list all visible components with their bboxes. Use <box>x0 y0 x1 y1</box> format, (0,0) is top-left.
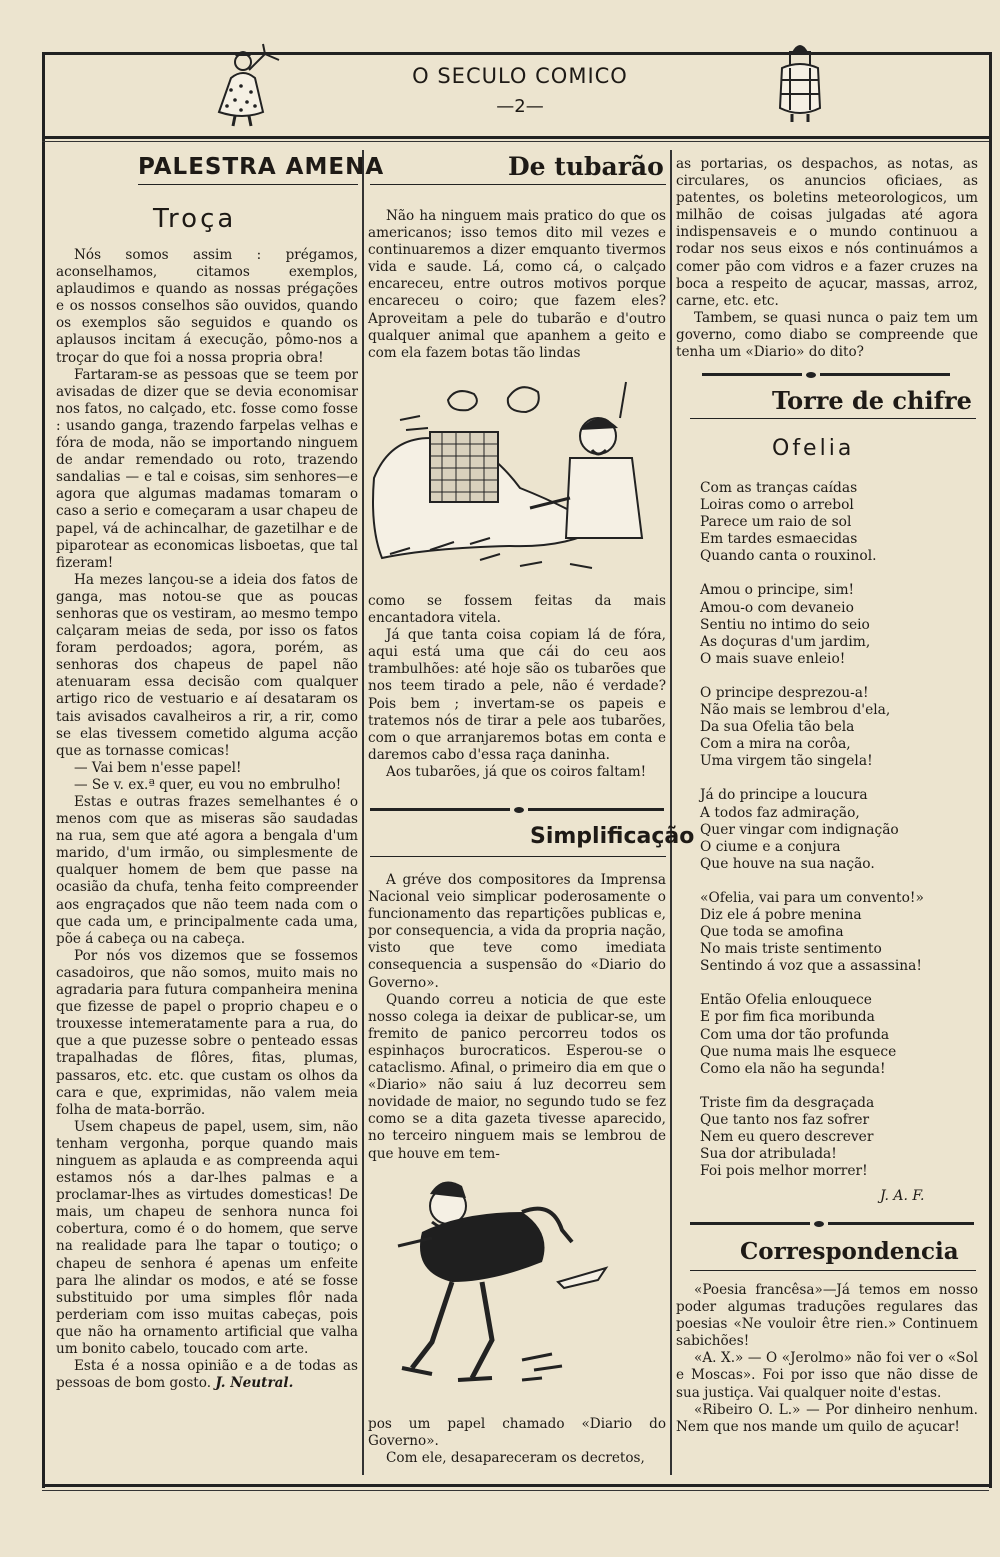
poem-ofelia <box>700 480 970 1197</box>
palestra-title: PALESTRA AMENA <box>138 154 385 180</box>
page-number: —2— <box>496 96 544 117</box>
simplificacao-continued <box>676 156 978 361</box>
divider-left <box>370 808 510 811</box>
tubarao-body-top <box>368 208 666 362</box>
palestra-subtitle: Troça <box>153 204 237 234</box>
masthead-barrel-figure-icon <box>774 38 826 124</box>
poem-line: Amou-o com devaneio <box>700 599 854 616</box>
palestra-title-rule <box>138 184 358 185</box>
poem-line: O principe desprezou-a! <box>700 684 869 701</box>
stanza <box>700 890 970 975</box>
stanza <box>700 1095 970 1180</box>
stanza <box>700 685 970 770</box>
poem-line: Quer vingar com indignação <box>700 821 899 838</box>
divider-left <box>702 373 802 376</box>
paragraph: Fartaram-se as pessoas que se teem por avisadas de dizer que se devia economisar nos fatos, no calçado, etc. fosse como fosse : usando ganga, trazendo farpelas velhas e fóra de moda, não se importando ninguem de andar remendado ou roto, trazendo sandalias — e tal e coisas, sim senhores—e agora que algumas madamas tomaram o caso a serio e começaram a usar chapeu de papel, vá de achincalhar, de gazetilhar e de piparotear as economicas lisboetas, que tal fizeram! <box>56 366 358 571</box>
tubarao-body-bottom <box>368 593 666 781</box>
poem-line: Loiras como o arrebol <box>700 497 854 514</box>
poem-line: Sentindo á voz que a assassina! <box>700 958 922 975</box>
poem-line: Sentiu no intimo do seio <box>700 616 870 633</box>
paragraph: — Vai bem n'esse papel! <box>74 759 242 776</box>
header-rule-thin <box>42 141 989 142</box>
poem-line: Uma virgem tão singela! <box>700 753 873 770</box>
torre-title: Torre de chifre <box>772 386 972 415</box>
header-rule <box>42 136 989 139</box>
palestra-signature: J. Neutral. <box>215 1375 294 1392</box>
paragraph: Aos tubarões, já que os coiros faltam! <box>386 763 647 780</box>
poem-line: Que toda se amofina <box>700 924 844 941</box>
stanza <box>700 480 970 565</box>
poem-line: Não mais se lembrou d'ela, <box>700 702 891 719</box>
paragraph: «A. X.» — O «Jerolmo» não foi ver o «Sol e Moscas». Foi por isso que não disse de sua justiça. Vai qualquer noite d'estas. <box>676 1350 978 1401</box>
paragraph: Nós somos assim : prégamos, aconselhamos, citamos exemplos, aplaudimos e quando as nossas prégações e os nossos conselhos são ouvidos, quando os exemplos são seguidos e quando os aplausos incitam á execução, pômo-nos a troçar do que foi a nossa propria obra! <box>56 247 358 366</box>
poem-line: O ciume e a conjura <box>700 838 841 855</box>
divider-dot <box>806 372 816 378</box>
poem-line: Nem eu quero descrever <box>700 1129 874 1145</box>
poem-line: O mais suave enleio! <box>700 650 846 667</box>
poem-line: Parece um raio de sol <box>700 514 852 531</box>
poem-line: Triste fim da desgraçada <box>700 1094 875 1111</box>
poem-line: Que tanto nos faz sofrer <box>700 1111 870 1128</box>
poem-line: Sua dor atribulada! <box>700 1146 837 1163</box>
poem-line: Foi pois melhor morrer! <box>700 1163 868 1180</box>
poem-line: Amou o principe, sim! <box>700 582 855 599</box>
paragraph: Quando correu a noticia de que este nosso colega ia deixar de publicar-se, um fremito de panico percorreu todos os espinhaços burocraticos. Esperou-se o cataclismo. Afinal, o primeiro dia em que o «Diario» não saiu á luz decorreu sem novidade de maior, no segundo tudo se fez como se a dita gazeta tivesse aparecido, no terceiro ninguem mais se lembrou de que houve em tem- <box>368 991 666 1162</box>
poem-line: As doçuras d'um jardim, <box>700 633 871 650</box>
paragraph: Ha mezes lançou-se a ideia dos fatos de ganga, mas notou-se que as poucas senhoras que os vestiram, ao mesmo tempo calçaram meias de seda, por isso os fatos foram perdoados; agora, porém, as senhoras dos chapeus de papel não atenuaram essa decisão com qualquer artigo rico de vestuario e aí desataram os tais avisados cavalheiros a rir, a rir, como se elas tivessem cometido alguma acção que as tornasse comicas! <box>56 571 358 759</box>
masthead-title: O SECULO COMICO <box>412 64 628 88</box>
stanza <box>700 582 970 667</box>
paragraph: — Se v. ex.ª quer, eu vou no embrulho! <box>74 776 342 793</box>
divider-dot <box>514 807 524 813</box>
paragraph: Usem chapeus de papel, usem, sim, não tenham vergonha, porque quando mais ninguem as aplauda e as compreenda aqui estamos nós a dar-lhes palmas e a proclamar-lhes as virtudes domesticas! De mais, um chapeu de senhora nunca foi cobertura, como é o do homem, que serve na realidade para lhe tapar o toutiço; o chapeu de senhora é apenas um enfeite para lhe alindar os modos, e até se fosse substituido por uma simples flôr nada perderiam com isso muitas cabeças, pois que não ha ornamento artificial que valha um bonito cabelo, toucado com arte. <box>56 1118 358 1357</box>
poem-line: E por fim fica moribunda <box>700 1009 875 1026</box>
simplificacao-body <box>368 872 666 1163</box>
paragraph: Já que tanta coisa copiam lá de fóra, aqui está uma que cái do ceu aos trambulhões: até hoje são os tubarões que nos teem tirado a pele, não é verdade? Pois bem ; invertam-se os papeis e tratemos nós de tirar a pele aos tubarões, com o que arranjaremos botas em conta e daremos cabo d'essa raça daninha. <box>368 627 666 763</box>
divider-right <box>528 808 664 811</box>
paragraph: as portarias, os despachos, as notas, as circulares, os anuncios oficiaes, as patentes, os boletins meteorologicos, um milhão de coisas julgadas até agora indispensaveis e o mundo continuou a rodar nos seus eixos e nós continuámos a comer pão com vidros e a fazer cruzes na boca a respeito de açucar, massas, arroz, carne, etc. etc. <box>676 156 978 309</box>
torre-subtitle: Ofelia <box>772 436 855 461</box>
paragraph: Não ha ninguem mais pratico do que os americanos; isso temos dito mil vezes e continuaremos a dizer emquanto tivermos vida e saude. Lá, como cá, o calçado encareceu, entre outros motivos porque encareceu o coiro; que fazem eles? Aproveitam a pele do tubarão e d'outro qualquer animal que apanhem a geito e com ela fazem botas tão lindas <box>368 208 666 361</box>
poem-line: Como ela não ha segunda! <box>700 1060 886 1077</box>
poem-line: Que numa mais lhe esquece <box>700 1043 897 1060</box>
divider-dot <box>814 1221 824 1227</box>
poem-line: Com as tranças caídas <box>700 480 858 496</box>
stanza <box>700 992 970 1077</box>
masthead-woman-icon <box>205 40 295 132</box>
poem-line: Então Ofelia enlouquece <box>700 992 872 1009</box>
paragraph: «Ribeiro O. L.» — Por dinheiro nenhum. Nem que nos mande um quilo de açucar! <box>676 1401 978 1435</box>
correspondencia-title: Correspondencia <box>740 1238 959 1265</box>
poem-line: Quando canta o rouxinol. <box>700 548 877 565</box>
poem-line: Da sua Ofelia tão bela <box>700 719 855 736</box>
correspondencia-body <box>676 1282 978 1436</box>
tubarao-title-rule <box>370 184 666 185</box>
torre-title-rule <box>690 418 976 419</box>
poem-line: Com a mira na corôa, <box>700 736 851 753</box>
column-rule-2 <box>670 150 672 1475</box>
paragraph: pos um papel chamado «Diario do Governo». <box>368 1416 666 1450</box>
bureaucrat-illustration <box>392 1172 622 1392</box>
tubarao-title: De tubarão <box>508 152 664 181</box>
palestra-body <box>56 247 358 1392</box>
correspondencia-title-rule <box>690 1270 976 1271</box>
simplificacao-body-end <box>368 1416 666 1467</box>
divider-right <box>820 373 950 376</box>
divider-right <box>828 1222 974 1225</box>
top-rule <box>42 52 989 55</box>
divider-left <box>690 1222 810 1225</box>
simplificacao-title: Simplificação <box>530 824 695 849</box>
paragraph: como se fossem feitas da mais encantadora vitela. <box>368 593 666 627</box>
poem-line: Que houve na sua nação. <box>700 855 875 872</box>
paragraph: A gréve dos compositores da Imprensa Nacional veio simplicar poderosamente o funcionamento das repartições publicas e, por consequencia, a vida da propria nação, visto que teve como imediata consequencia a suspensão do «Diario do Governo». <box>368 872 666 991</box>
bottom-rule <box>42 1484 989 1487</box>
poem-line: «Ofelia, vai para um convento!» <box>700 889 924 906</box>
bottom-rule-thin <box>42 1490 989 1491</box>
paragraph: Por nós vos dizemos que se fossemos casadoiros, que não somos, muito mais no agradaria para futura companheira menina que fizesse de papel o proprio chapeu e o trouxesse intemeratamente para a rua, do que a que puzesse sobre o penteado essas trapalhadas de flôres, fitas, plumas, passaros, etc. etc. que custam os olhos da cara e que, exprimidas, não valem meia folha de mata-borrão. <box>56 947 358 1118</box>
poem-line: Com uma dor tão profunda <box>700 1026 890 1043</box>
paragraph: Com ele, desapareceram os decretos, <box>386 1450 645 1467</box>
shark-cobbler-illustration <box>370 378 666 590</box>
poem-line: No mais triste sentimento <box>700 941 882 958</box>
poem-line: Já do principe a loucura <box>700 787 868 804</box>
paragraph: Estas e outras frazes semelhantes é o menos com que as miseras são saudadas na rua, sem que até agora a bengala d'um marido, d'um irmão, ou simplesmente de qualquer homem de bem que passe na ocasião da chufa, tenha feito compreender aos engraçados que não teem nada com o que cada um, e principalmente cada uma, põe á cabeça ou na cabeça. <box>56 794 358 947</box>
poem-line: Em tardes esmaecidas <box>700 531 858 548</box>
paragraph: Tambem, se quasi nunca o paiz tem um governo, como diabo se compreende que tenha um «Diario» do dito? <box>676 309 978 361</box>
paragraph: «Poesia francêsa»—Já temos em nosso poder algumas traduções regulares das poesias «Ne vouloir être rien.» Continuem sabichões! <box>676 1282 978 1350</box>
paragraph <box>56 1358 358 1392</box>
simplificacao-title-rule <box>370 856 666 857</box>
poem-line: Diz ele á pobre menina <box>700 906 862 923</box>
torre-signature: J. A. F. <box>880 1188 925 1204</box>
poem-line: A todos faz admiração, <box>700 804 860 821</box>
column-rule-1 <box>362 150 364 1475</box>
closing-text: Esta é a nossa opinião e a de todas as pessoas de bom gosto. <box>56 1358 358 1392</box>
stanza <box>700 787 970 872</box>
